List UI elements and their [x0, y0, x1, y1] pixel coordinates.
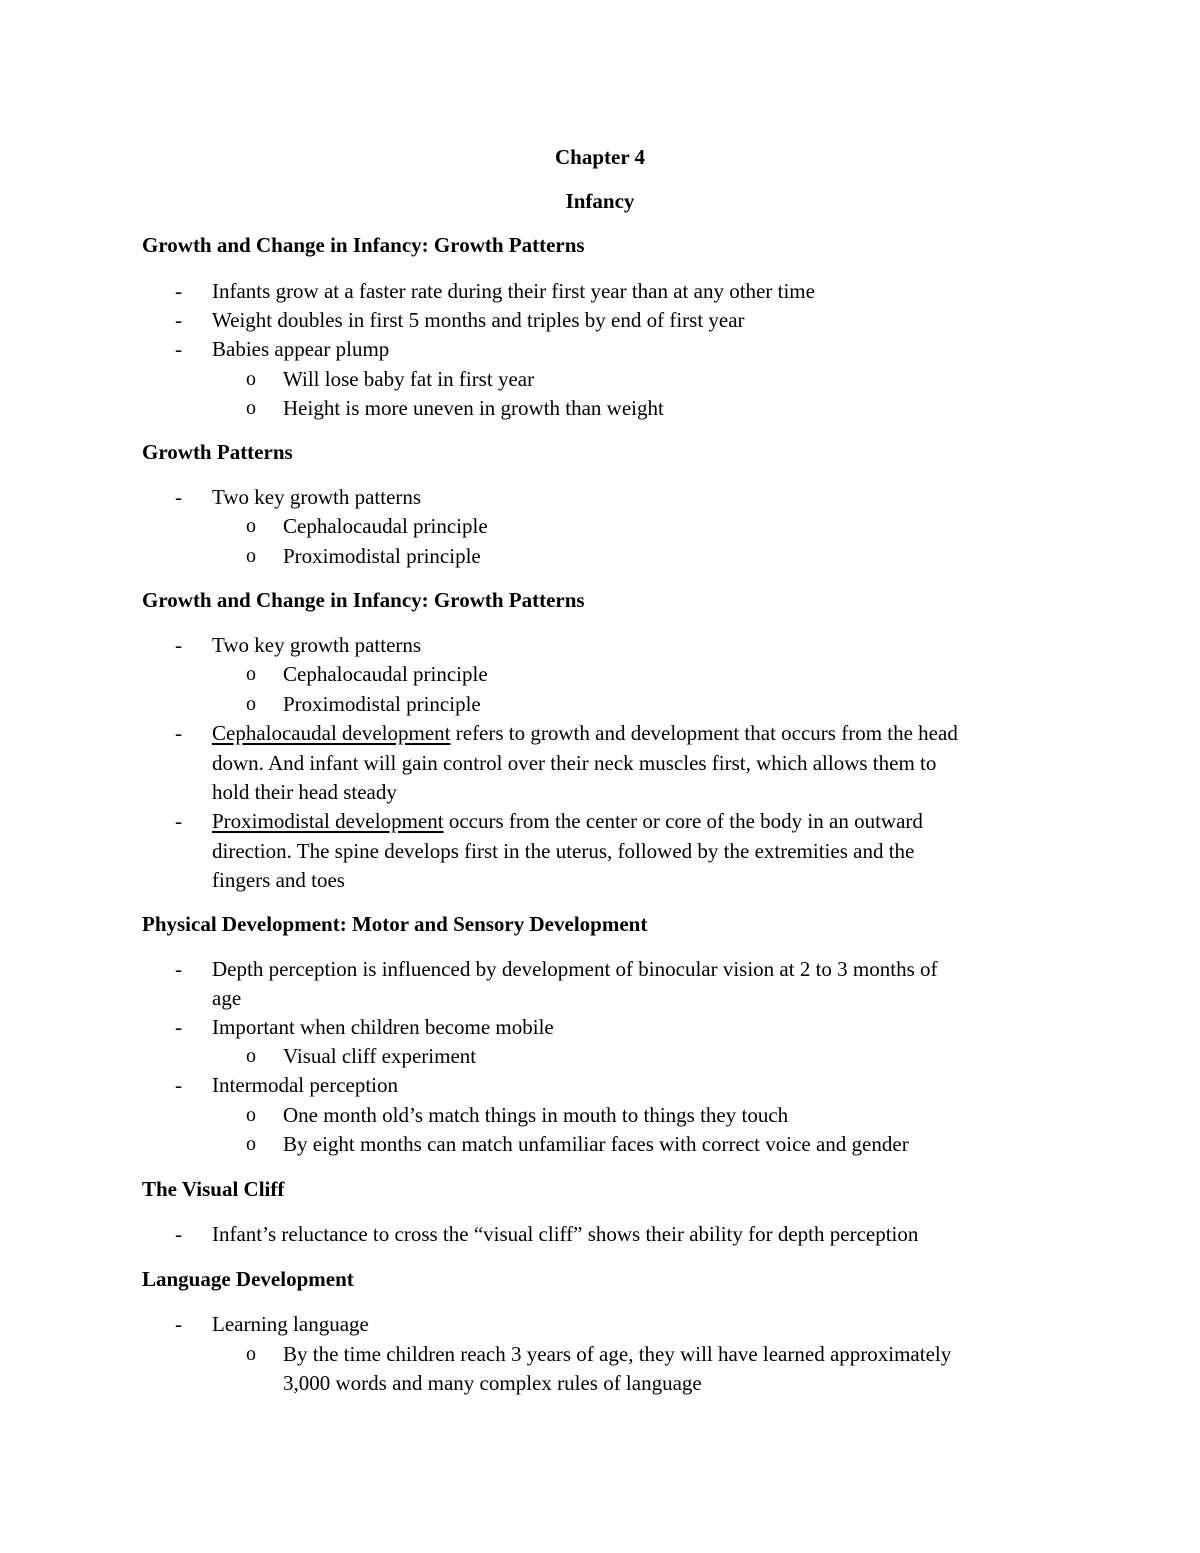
circle-bullet: o [246, 663, 256, 685]
definition-text: hold their head steady [212, 780, 397, 804]
sub-list-item: By eight months can match unfamiliar faces with correct voice and gender [283, 1132, 909, 1156]
list-item: Two key growth patterns [212, 633, 422, 657]
circle-bullet: o [246, 1104, 256, 1126]
definition-text: direction. The spine develops first in the uterus, followed by the extremities and the [212, 839, 915, 863]
list-item-continuation: age [212, 986, 242, 1010]
sub-list-item: Proximodistal principle [283, 692, 481, 716]
list-item: Infants grow at a faster rate during their first year than at any other time [212, 279, 815, 303]
circle-bullet: o [246, 1343, 256, 1365]
dash-bullet: - [175, 308, 182, 332]
dash-bullet: - [175, 279, 182, 303]
defined-term: Proximodistal development [212, 809, 444, 833]
sub-list-item: Height is more uneven in growth than weight [283, 396, 664, 420]
section-heading: Growth and Change in Infancy: Growth Patterns [142, 588, 585, 612]
circle-bullet: o [246, 1133, 256, 1155]
definition-text: down. And infant will gain control over their neck muscles first, which allows them to [212, 751, 937, 775]
circle-bullet: o [246, 1045, 256, 1067]
list-item: Babies appear plump [212, 337, 390, 361]
sub-list-item-continuation: 3,000 words and many complex rules of language [283, 1371, 702, 1395]
sub-list-item: Cephalocaudal principle [283, 514, 488, 538]
sub-list-item: Cephalocaudal principle [283, 662, 488, 686]
section-heading: Language Development [142, 1267, 354, 1291]
sub-list-item: Proximodistal principle [283, 544, 481, 568]
definition-item [212, 809, 923, 833]
dash-bullet: - [175, 1312, 182, 1336]
dash-bullet: - [175, 337, 182, 361]
circle-bullet: o [246, 693, 256, 715]
list-item: Learning language [212, 1312, 369, 1336]
list-item: Intermodal perception [212, 1073, 399, 1097]
definition-text: refers to growth and development that occurs from the head [450, 721, 958, 745]
section-heading: Physical Development: Motor and Sensory Development [142, 912, 648, 936]
dash-bullet: - [175, 721, 182, 745]
list-item: Depth perception is influenced by development of binocular vision at 2 to 3 months of [212, 957, 938, 981]
list-item: Two key growth patterns [212, 485, 422, 509]
chapter-title: Chapter 4 [554, 145, 646, 169]
definition-text: fingers and toes [212, 868, 345, 892]
dash-bullet: - [175, 1222, 182, 1246]
list-item: Weight doubles in first 5 months and triples by end of first year [212, 308, 745, 332]
circle-bullet: o [246, 397, 256, 419]
circle-bullet: o [246, 515, 256, 537]
dash-bullet: - [175, 957, 182, 981]
dash-bullet: - [175, 809, 182, 833]
section-heading: Growth and Change in Infancy: Growth Patterns [142, 233, 585, 257]
circle-bullet: o [246, 545, 256, 567]
circle-bullet: o [246, 368, 256, 390]
dash-bullet: - [175, 485, 182, 509]
section-heading: Growth Patterns [142, 440, 293, 464]
dash-bullet: - [175, 1015, 182, 1039]
sub-list-item: By the time children reach 3 years of age, they will have learned approximately [283, 1342, 952, 1366]
sub-list-item: Visual cliff experiment [283, 1044, 477, 1068]
definition-text: occurs from the center or core of the body in an outward [443, 809, 923, 833]
list-item: Important when children become mobile [212, 1015, 554, 1039]
definition-item [212, 721, 958, 745]
sub-list-item: Will lose baby fat in first year [283, 367, 535, 391]
list-item: Infant’s reluctance to cross the “visual cliff” shows their ability for depth perception [212, 1222, 919, 1246]
dash-bullet: - [175, 633, 182, 657]
section-heading: The Visual Cliff [142, 1177, 285, 1201]
sub-list-item: One month old’s match things in mouth to things they touch [283, 1103, 789, 1127]
dash-bullet: - [175, 1073, 182, 1097]
defined-term: Cephalocaudal development [212, 721, 451, 745]
chapter-subtitle: Infancy [565, 189, 635, 213]
